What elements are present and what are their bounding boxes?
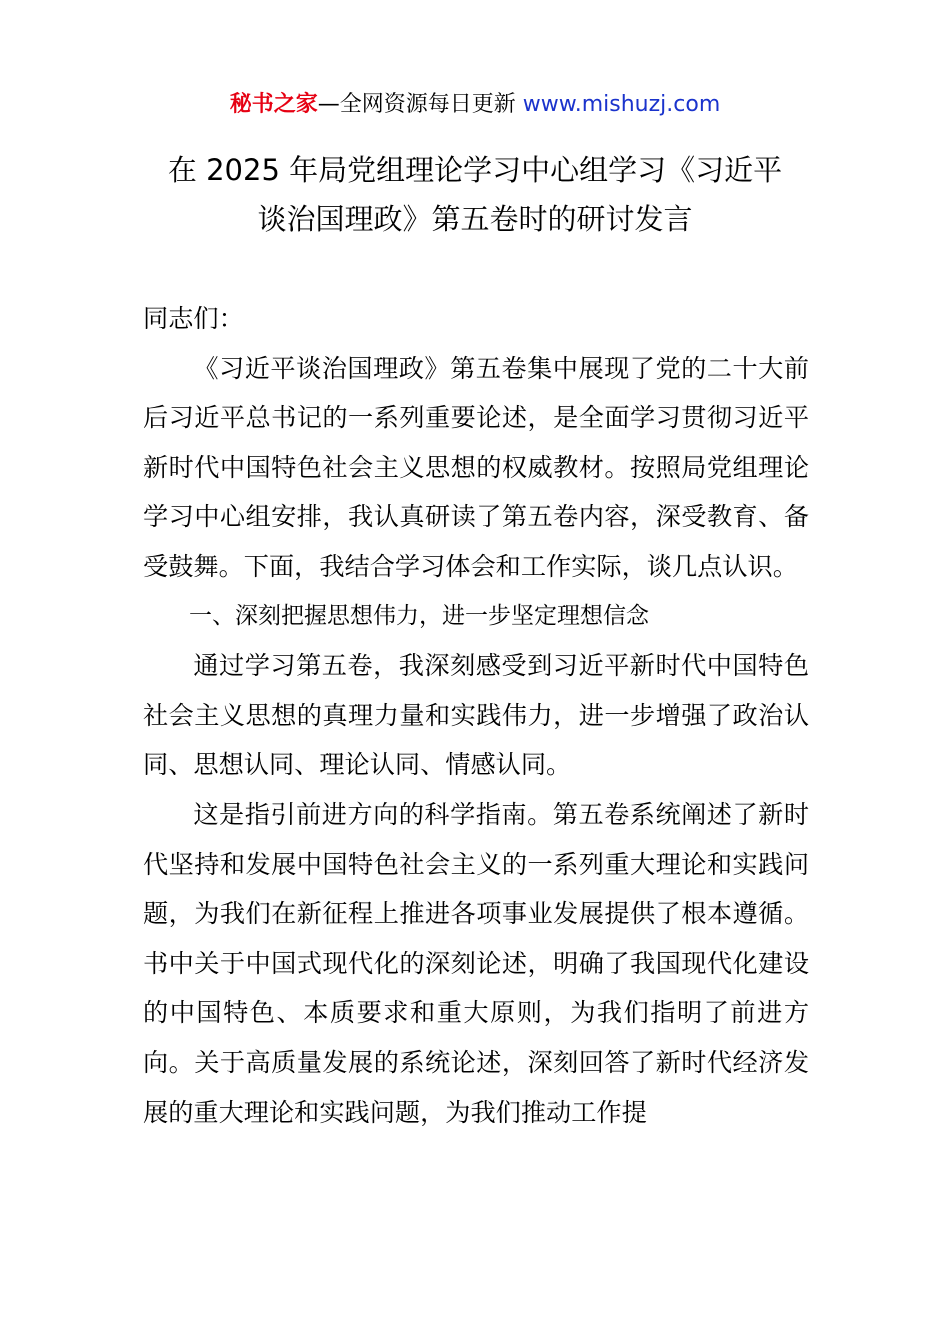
title-line-1: 在 2025 年局党组理论学习中心组学习《习近平	[167, 153, 783, 187]
intro-paragraph: 《习近平谈治国理政》第五卷集中展现了党的二十大前后习近平总书记的一系列重要论述，是全面学习贯彻习近平新时代中国特色社会主义思想的权威教材。按照局党组理论学习中心组安排，我认真研读了第五卷内容，深受教育、备受鼓舞。下面，我结合学习体会和工作实际，谈几点认识。	[143, 353, 809, 581]
section-1-paragraph-2: 这是指引前进方向的科学指南。第五卷系统阐述了新时代坚持和发展中国特色社会主义的一系列重大理论和实践问题，为我们在新征程上推进各项事业发展提供了根本遵循。书中关于中国式现代化的深刻论述，明确了我国现代化建设的中国特色、本质要求和重大原则，为我们指明了前进方向。关于高质量发展的系统论述，深刻回答了新时代经济发展的重大理论和实践问题，为我们推动工作提	[143, 799, 809, 1127]
salutation: 同志们：	[143, 304, 244, 333]
site-header	[0, 88, 950, 122]
site-brand: 秘书之家	[229, 92, 318, 117]
section-1-heading: 一、深刻把握思想伟力，进一步坚定理想信念	[189, 602, 649, 629]
site-url-link[interactable]: www.mishuzj.com	[522, 92, 721, 117]
document-title	[100, 146, 850, 244]
title-line-2: 谈治国理政》第五卷时的研讨发言	[257, 202, 693, 236]
document-body	[143, 294, 809, 1137]
section-1-paragraph-1: 通过学习第五卷，我深刻感受到习近平新时代中国特色社会主义思想的真理力量和实践伟力，进一步增强了政治认同、思想认同、理论认同、情感认同。	[143, 651, 809, 780]
site-tagline: —全网资源每日更新	[317, 92, 523, 117]
